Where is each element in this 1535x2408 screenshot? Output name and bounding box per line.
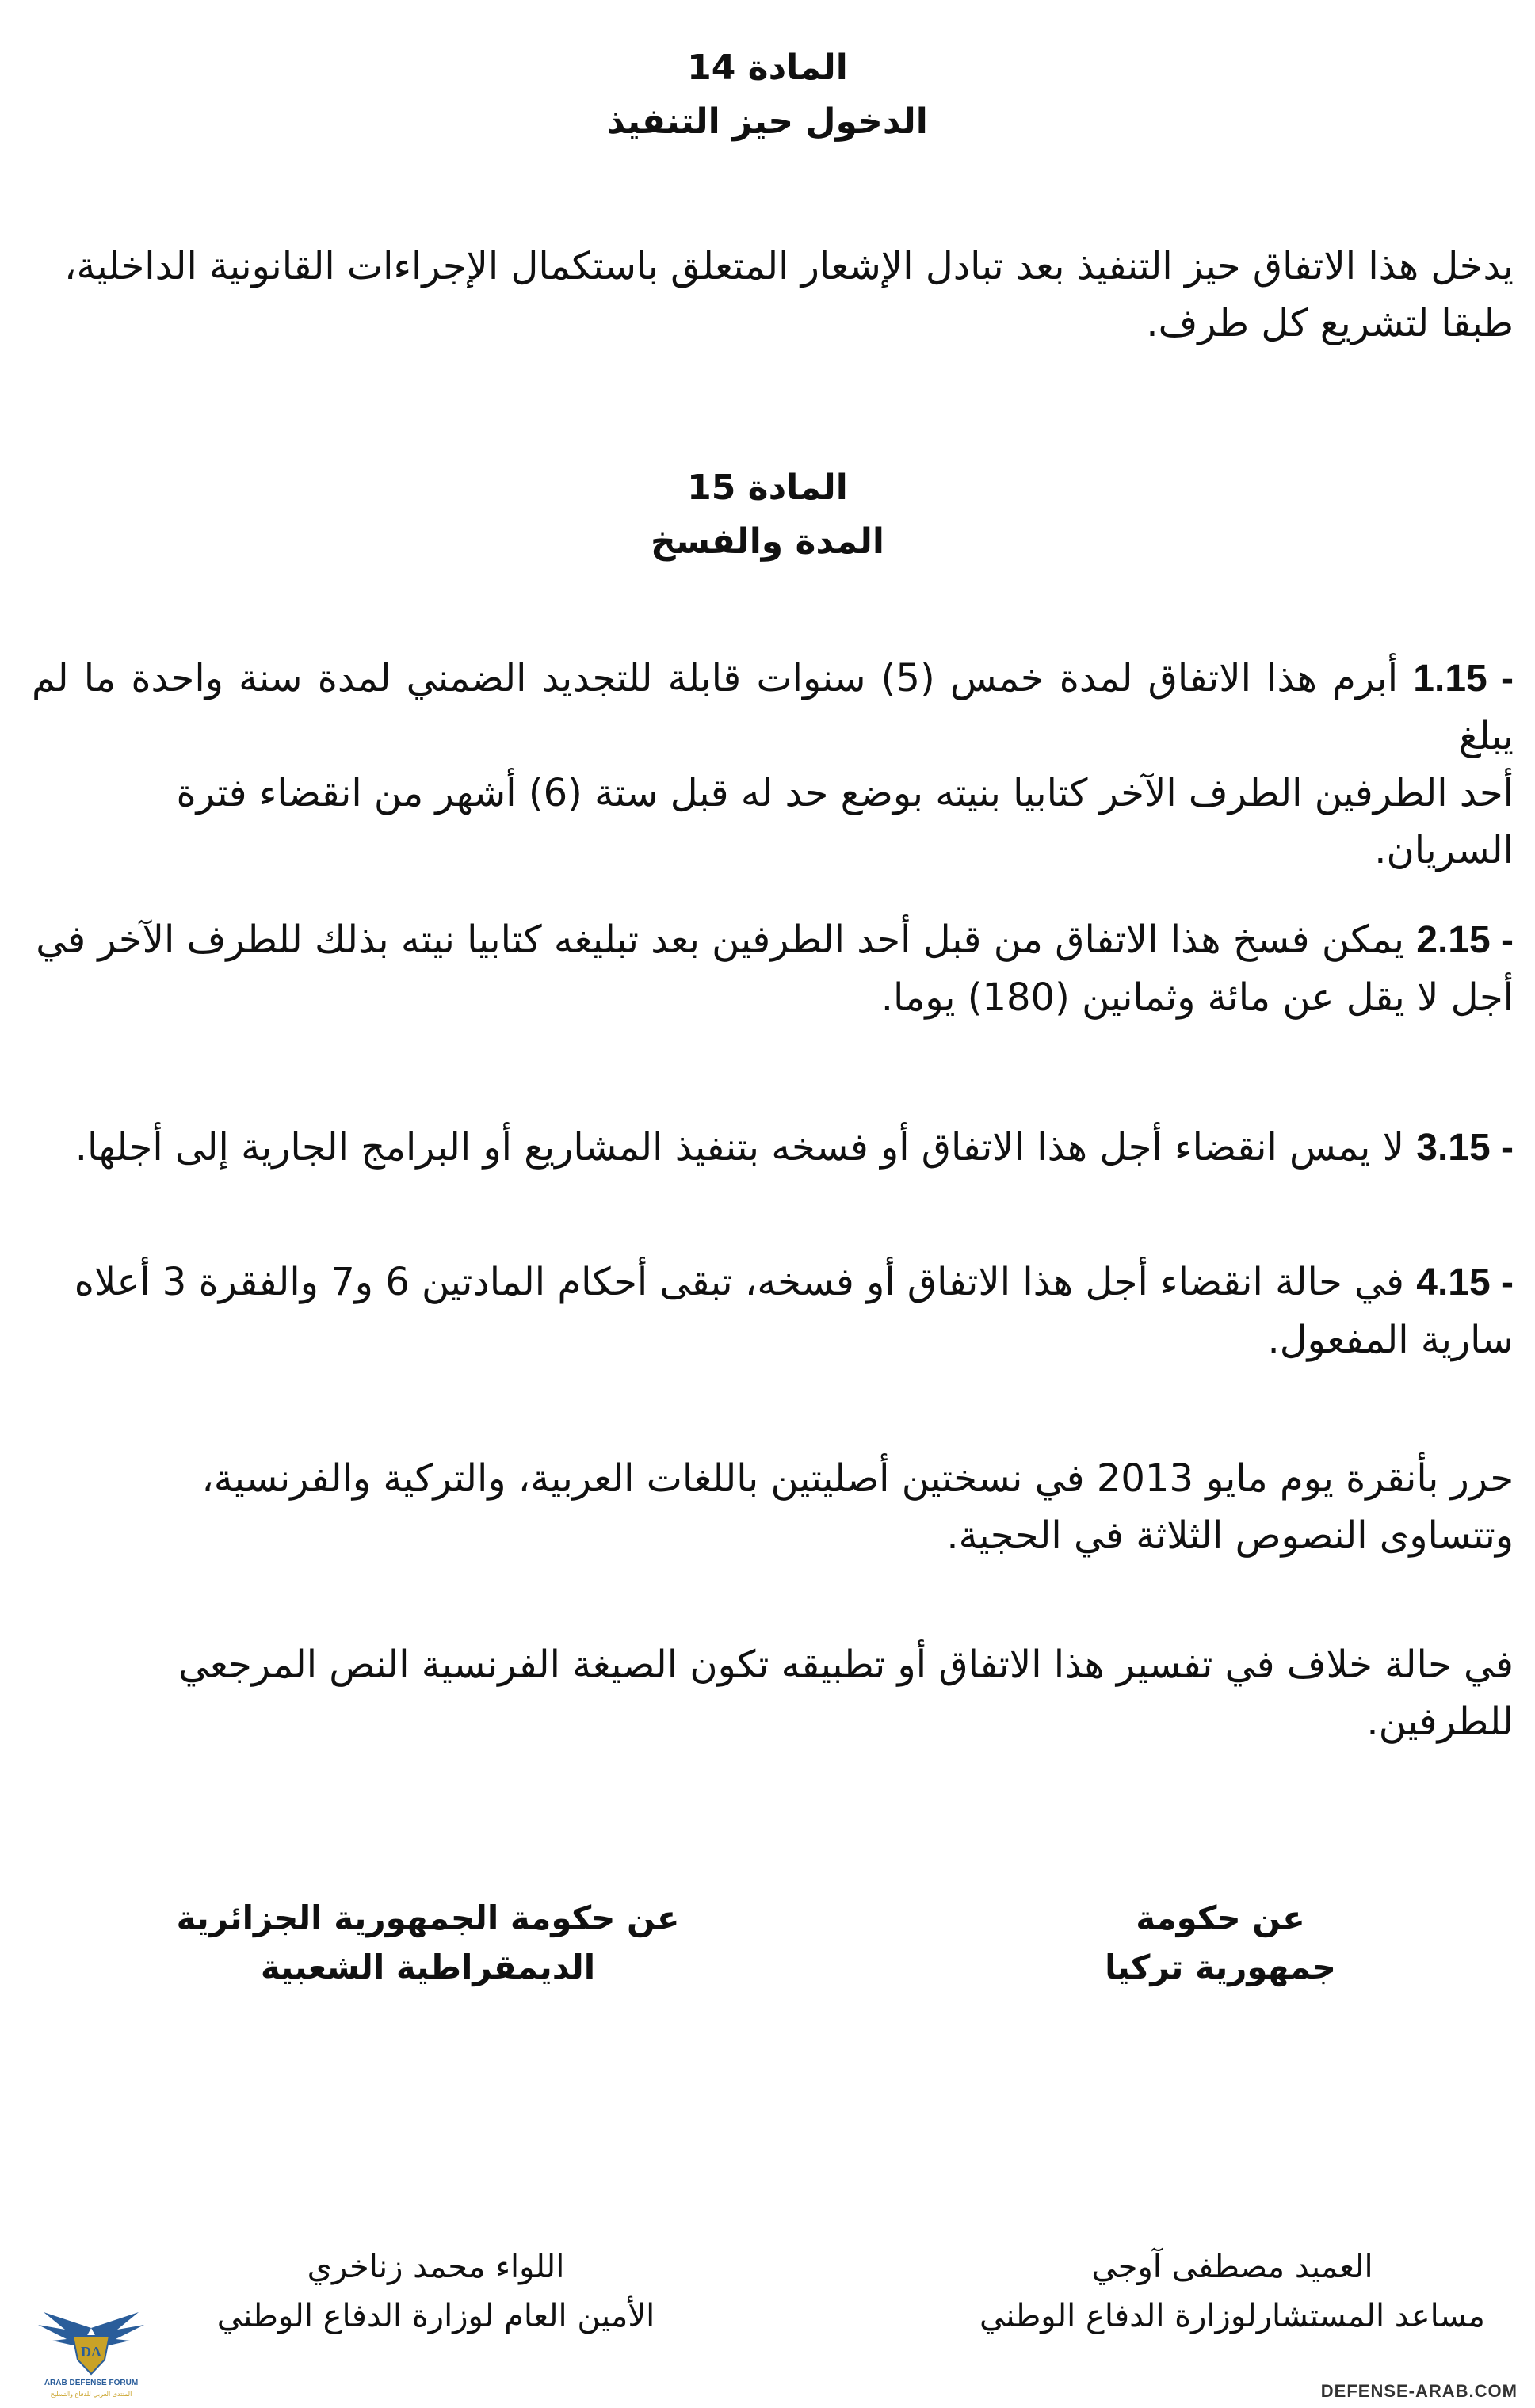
official-algeria [190, 2242, 682, 2341]
article-14-heading [0, 46, 1535, 144]
arab-defense-forum-logo [32, 2298, 151, 2401]
paragraph-3-15 [32, 1119, 1514, 1177]
paragraph-line: في حالة انقضاء أجل هذا الاتفاق أو فسخه، تبقى أحكام المادتين 6 و7 والفقرة 3 أعلاه [74, 1260, 1404, 1304]
official-title: مساعد المستشارلوزارة الدفاع الوطني [979, 2298, 1485, 2334]
paragraph-line: لا يمس انقضاء أجل هذا الاتفاق أو فسخه بتنفيذ المشاريع أو البرامج الجارية إلى أجلها. [74, 1125, 1404, 1170]
paragraph-number: 3.15 - [1416, 1127, 1514, 1169]
site-watermark: DEFENSE-ARAB.COM [1320, 2381, 1518, 2401]
official-turkey [959, 2242, 1506, 2341]
article-15-subtitle: المدة والفسخ [651, 521, 884, 562]
paragraph-line: أحد الطرفين الطرف الآخر كتابيا بنيته بوضع حد له قبل ستة (6) أشهر من انقضاء فترة [176, 771, 1514, 815]
dispute-paragraph [32, 1636, 1514, 1750]
article-14-line: طبقا لتشريع كل طرف. [1146, 301, 1514, 345]
paragraph-number: 2.15 - [1416, 919, 1514, 961]
logo-arabic-caption: المنتدى العربي للدفاع والتسليح [50, 2391, 132, 2398]
paragraph-2-15 [32, 911, 1514, 1026]
article-14-text [32, 238, 1514, 352]
paragraph-1-15 [32, 650, 1514, 879]
paragraph-line: في حالة خلاف في تفسير هذا الاتفاق أو تطبيقه تكون الصيغة الفرنسية النص المرجعي [178, 1643, 1514, 1687]
article-14-subtitle: الدخول حيز التنفيذ [607, 101, 928, 142]
paragraph-line: أجل لا يقل عن مائة وثمانين (180) يوما. [880, 975, 1514, 1020]
signature-block-turkey [1046, 1894, 1395, 1992]
paragraph-line: وتتساوى النصوص الثلاثة في الحجية. [946, 1513, 1514, 1558]
signatory-line: عن حكومة الجمهورية الجزائرية [176, 1899, 680, 1937]
signatory-line: جمهورية تركيا [1105, 1948, 1336, 1986]
signature-block-algeria [174, 1894, 682, 1992]
paragraph-line: يمكن فسخ هذا الاتفاق من قبل أحد الطرفين بعد تبليغه كتابيا نيته بذلك للطرف الآخر في [36, 918, 1404, 962]
paragraph-number: 4.15 - [1416, 1261, 1514, 1303]
paragraph-4-15 [32, 1254, 1514, 1368]
eagle-icon [32, 2298, 151, 2401]
paragraph-line: حرر بأنقرة يوم مايو 2013 في نسختين أصليتين باللغات العربية، والتركية والفرنسية، [201, 1456, 1514, 1501]
article-15-heading [0, 466, 1535, 564]
paragraph-line: أبرم هذا الاتفاق لمدة خمس (5) سنوات قابلة للتجديد الضمني لمدة سنة واحدة ما لم يبلغ [32, 656, 1514, 758]
paragraph-line: سارية المفعول. [1267, 1318, 1514, 1362]
article-15-title: المادة 15 [687, 467, 848, 508]
official-name: اللواء محمد زناخري [307, 2249, 565, 2285]
paragraph-number: 1.15 - [1413, 658, 1514, 700]
logo-caption: ARAB DEFENSE FORUM [44, 2379, 139, 2387]
signatory-line: الديمقراطية الشعبية [260, 1948, 596, 1986]
signatory-line: عن حكومة [1136, 1899, 1305, 1937]
done-at-paragraph [32, 1450, 1514, 1564]
official-name: العميد مصطفى آوجي [1091, 2249, 1373, 2285]
article-14-line: يدخل هذا الاتفاق حيز التنفيذ بعد تبادل الإشعار المتعلق باستكمال الإجراءات القانونية الداخلية، [64, 244, 1514, 288]
article-14-title: المادة 14 [687, 48, 848, 88]
logo-initials: DA [81, 2344, 101, 2360]
paragraph-line: للطرفين. [1366, 1700, 1514, 1744]
official-title: الأمين العام لوزارة الدفاع الوطني [216, 2298, 655, 2334]
paragraph-line: السريان. [1374, 828, 1514, 872]
